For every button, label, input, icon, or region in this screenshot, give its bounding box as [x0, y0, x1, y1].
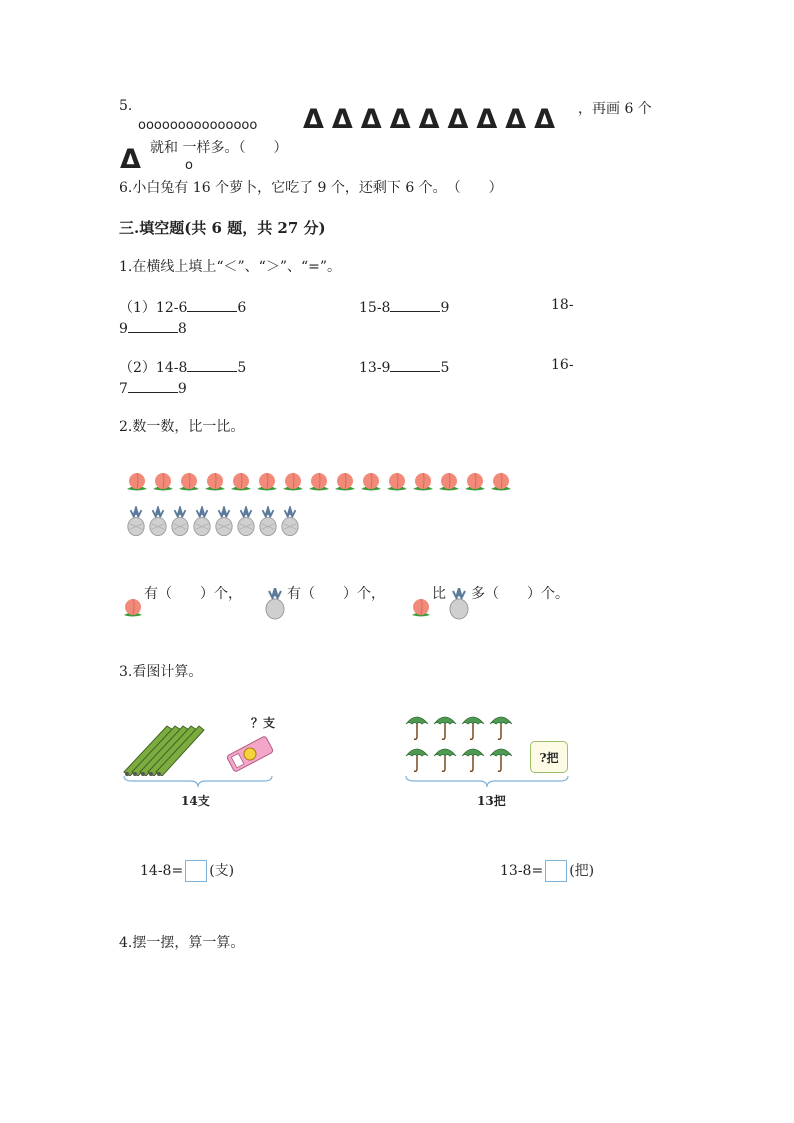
pineapple-icon [126, 506, 146, 542]
peach-icon [334, 472, 356, 496]
fill1-row1-a: （1）12-6 6 [119, 297, 246, 317]
peach-icon [412, 472, 434, 496]
umbrella-icon [405, 745, 429, 777]
peach-icon [438, 472, 460, 496]
pineapple-icon [258, 506, 278, 542]
q5-circle-small: o [185, 158, 193, 173]
peach-icon [360, 472, 382, 496]
q5-circles: ooooooooooooooo [138, 118, 258, 133]
pineapple-icon [280, 506, 300, 542]
peach-icon [490, 472, 512, 496]
peach-icon [386, 472, 408, 496]
pencils-image [122, 722, 206, 780]
pineapple-icon [214, 506, 234, 542]
answer-blank[interactable] [128, 378, 178, 393]
pineapple-icon [148, 506, 168, 542]
umbrella-brace [404, 774, 570, 788]
peach-icon [410, 598, 432, 622]
fill1-row1-c: 18- [551, 297, 574, 313]
fill2-text-1: 有（ ）个， [144, 586, 242, 602]
fill2-text-4: 多（ ）个。 [471, 586, 569, 602]
answer-box[interactable] [545, 860, 567, 882]
fill1-title: 1.在横线上填上“＜”、“＞”、“=”。 [119, 259, 342, 275]
fill3-title: 3.看图计算。 [119, 664, 203, 680]
umbrella-icon [433, 745, 457, 777]
pineapple-icon [448, 588, 470, 624]
fill1-row1-c2: 9 8 [119, 318, 187, 337]
fill2-title: 2.数一数，比一比。 [119, 419, 245, 435]
pencil-total-label: 14支 [181, 794, 210, 808]
umbrella-icon [489, 745, 513, 777]
fill1-row2-a: （2）14-8 5 [119, 357, 246, 377]
pencil-question-label: ？支 [251, 716, 276, 730]
umbrella-icon [461, 745, 485, 777]
pineapple-icon [170, 506, 190, 542]
q5-triangles: ΔΔΔΔΔΔΔΔΔ [303, 104, 564, 135]
answer-blank[interactable] [128, 318, 178, 333]
umbrella-icon [489, 713, 513, 745]
q5-text-after: ，再画 6 个 [578, 101, 652, 117]
answer-box[interactable] [185, 860, 207, 882]
fill2-text-2: 有（ ）个， [287, 586, 385, 602]
q6-text: 6.小白兔有 16 个萝卜，它吃了 9 个，还剩下 6 个。 （ ） [119, 180, 503, 196]
peach-icon [178, 472, 200, 496]
pineapple-row [126, 506, 300, 542]
peach-icon [204, 472, 226, 496]
peach-icon [464, 472, 486, 496]
pencil-brace [122, 774, 274, 788]
umbrella-icon [405, 713, 429, 745]
fill4-title: 4.摆一摆，算一算。 [119, 935, 245, 951]
answer-blank[interactable] [390, 357, 440, 372]
fill1-row2-c2: 7 9 [119, 378, 187, 397]
answer-blank[interactable] [390, 297, 440, 312]
q5-number: 5. [119, 98, 133, 114]
umbrella-question-box: ?把 [530, 741, 568, 773]
fill1-row1-b: 15-8 9 [359, 297, 449, 316]
pineapple-icon [264, 588, 286, 624]
umbrella-icon [433, 713, 457, 745]
peach-icon [308, 472, 330, 496]
fill1-row2-b: 13-9 5 [359, 357, 449, 376]
peach-icon [152, 472, 174, 496]
peach-icon [230, 472, 252, 496]
peach-icon [282, 472, 304, 496]
umbrella-icon [461, 713, 485, 745]
pineapple-icon [192, 506, 212, 542]
answer-blank[interactable] [187, 297, 237, 312]
umbrella-total-label: 13把 [477, 794, 506, 808]
umbrellas-image [405, 713, 525, 777]
q5-triangle-small: Δ [120, 144, 149, 175]
fill1-row2-c: 16- [551, 357, 574, 373]
equation-umbrellas: 13-8= (把) [500, 860, 594, 882]
peach-row [126, 472, 512, 496]
q5-text-line2: 就和 一样多。（ ） [150, 140, 288, 156]
pencil-case-image [226, 733, 274, 779]
equation-pencils: 14-8= (支) [140, 860, 234, 882]
fill2-text-3: 比 [432, 586, 446, 602]
section-title: 三.填空题(共 6 题，共 27 分) [119, 219, 326, 237]
peach-icon [126, 472, 148, 496]
peach-icon [122, 598, 144, 622]
peach-icon [256, 472, 278, 496]
answer-blank[interactable] [187, 357, 237, 372]
pineapple-icon [236, 506, 256, 542]
